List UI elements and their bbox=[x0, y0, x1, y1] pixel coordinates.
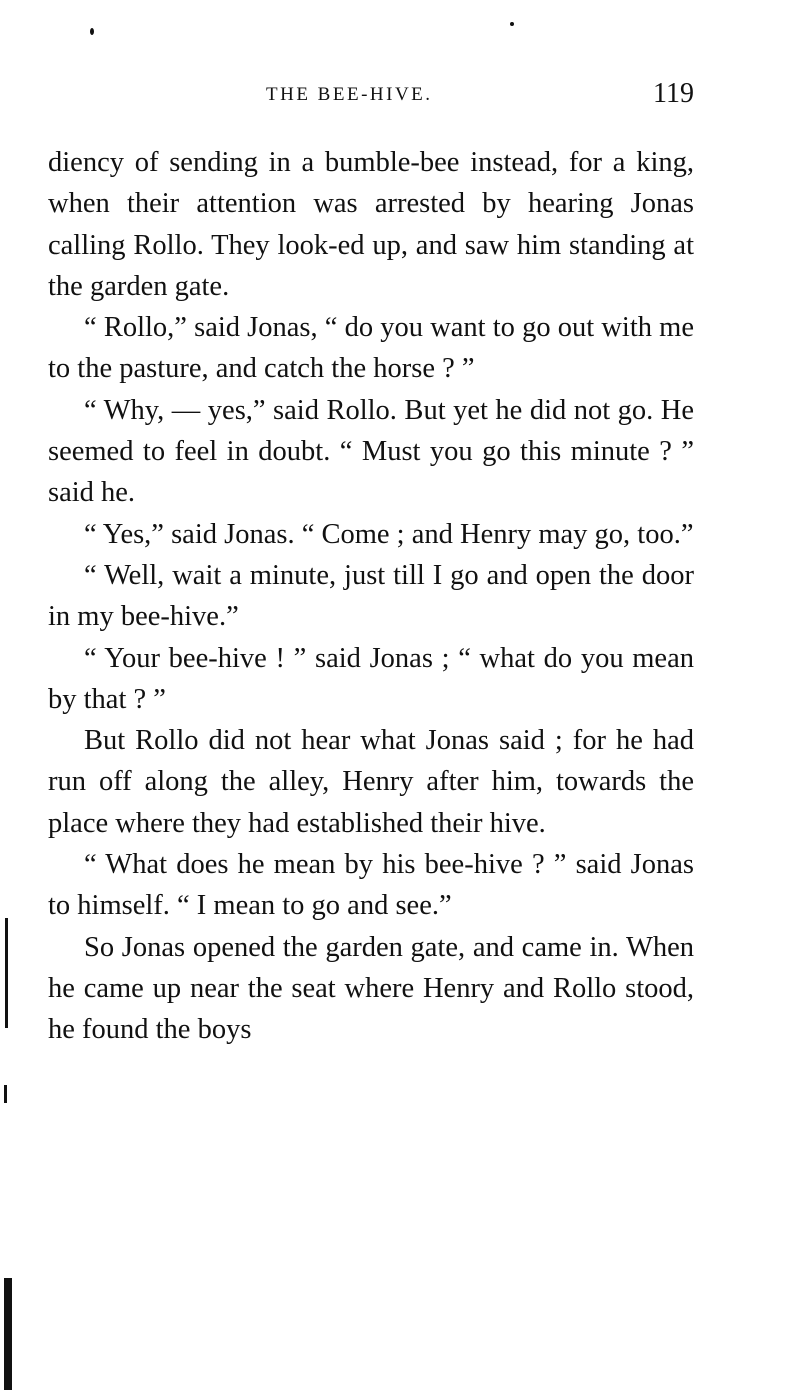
paragraph: diency of sending in a bumble-bee instead, for a king, when their attention was arrested by hearing Jonas calling Rollo. They look-ed up, and saw him standing at the garden gate. bbox=[48, 147, 694, 302]
scan-speck bbox=[90, 28, 94, 35]
page-number: 119 bbox=[653, 78, 694, 109]
scan-speck bbox=[510, 22, 514, 26]
page-edge-mark bbox=[5, 918, 8, 1028]
paragraph: But Rollo did not hear what Jonas said ; for he had run off along the alley, Henry after him, towards the place where they had established their hive. bbox=[48, 725, 694, 839]
page-edge-mark bbox=[4, 1085, 7, 1103]
paragraph: “ Rollo,” said Jonas, “ do you want to go out with me to the pasture, and catch the horse ? ” bbox=[48, 312, 694, 385]
paragraph: “ Yes,” said Jonas. “ Come ; and Henry may go, too.” bbox=[84, 518, 694, 550]
paragraph: “ Your bee-hive ! ” said Jonas ; “ what do you mean by that ? ” bbox=[48, 642, 694, 715]
paragraph: “ What does he mean by his bee-hive ? ” said Jonas to himself. “ I mean to go and see.” bbox=[48, 849, 694, 922]
running-header bbox=[48, 78, 694, 112]
paragraph: “ Well, wait a minute, just till I go and open the door in my bee-hive.” bbox=[48, 559, 694, 633]
paragraph: So Jonas opened the garden gate, and came in. When he came up near the seat where Henry and Rollo stood, he found the boys bbox=[48, 931, 694, 1046]
paragraph: “ Why, — yes,” said Rollo. But yet he did not go. He seemed to feel in doubt. “ Must you go this minute ? ” said he. bbox=[48, 394, 694, 509]
body-text bbox=[48, 142, 694, 1051]
running-header-title: THE BEE-HIVE. bbox=[266, 84, 433, 105]
page-edge-mark bbox=[4, 1278, 12, 1390]
